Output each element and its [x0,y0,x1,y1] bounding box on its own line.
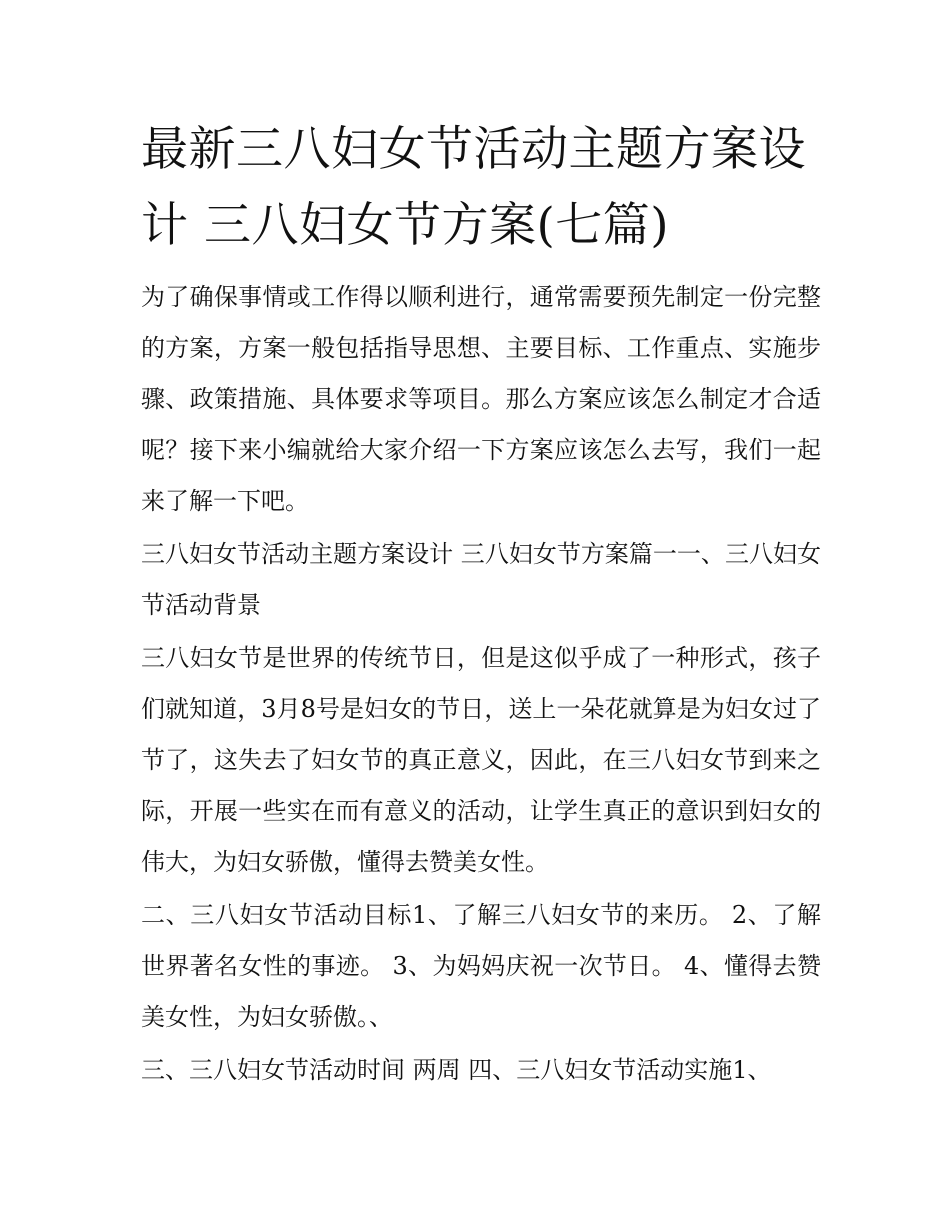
background-paragraph: 三八妇女节是世界的传统节日，但是这似乎成了一种形式，孩子们就知道，3月8号是妇女的节日，送上一朵花就算是为妇女过了节了，这失去了妇女节的真正意义，因此，在三八妇女节到来之际，开展一些实在而有意义的活动，让学生真正的意识到妇女的伟大，为妇女骄傲，懂得去赞美女性。 [141,644,821,876]
intro-paragraph: 为了确保事情或工作得以顺利进行，通常需要预先制定一份完整的方案，方案一般包括指导思想、主要目标、工作重点、实施步骤、政策措施、具体要求等项目。那么方案应该怎么制定才合适呢？接下来小编就给大家介绍一下方案应该怎么去写，我们一起来了解一下吧。 [141,283,821,515]
section-heading-background: 三八妇女节活动主题方案设计 三八妇女节方案篇一一、三八妇女节活动背景 [141,540,821,619]
document-body [141,112,821,1098]
time-implementation-paragraph: 三、三八妇女节活动时间 两周 四、三八妇女节活动实施1、 [141,1056,772,1084]
document-title: 最新三八妇女节活动主题方案设计 三八妇女节方案(七篇) [141,122,806,253]
goals-paragraph: 二、三八妇女节活动目标1、了解三八妇女节的来历。 2、了解世界著名女性的事迹。 3、为妈妈庆祝一次节日。 4、懂得去赞美女性，为妇女骄傲。、 [141,901,821,1031]
